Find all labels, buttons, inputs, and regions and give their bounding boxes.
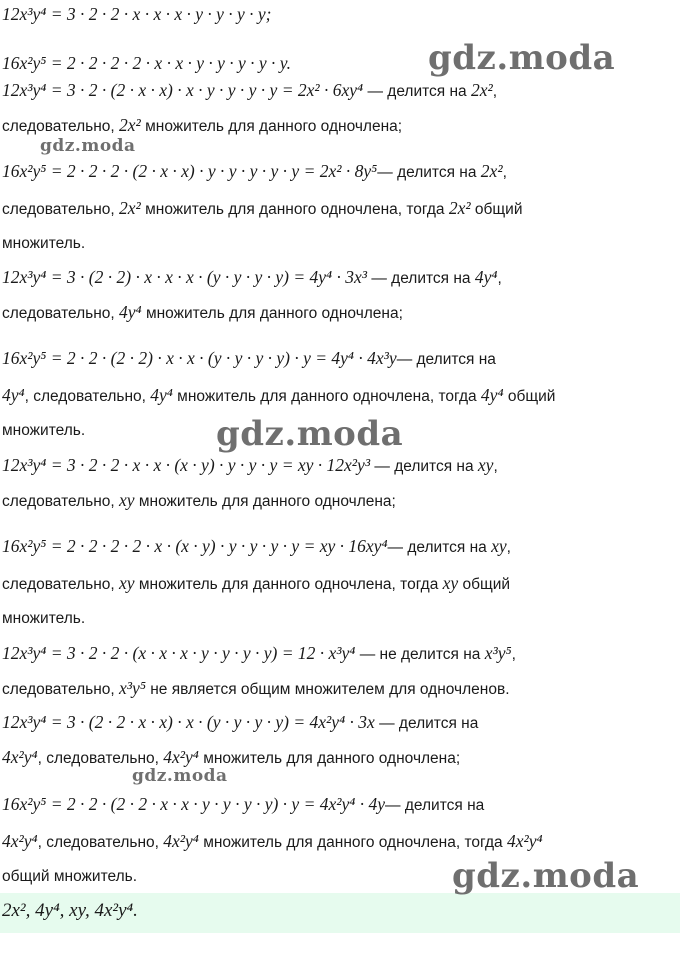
line-text: множитель для данного одночлена; [134, 493, 396, 510]
line-text: множитель для данного одночлена; [141, 305, 403, 322]
watermark: gdz.moda [216, 414, 404, 454]
math-expression: 4y⁴ [480, 385, 504, 405]
solution-line [2, 711, 478, 735]
solution-line [2, 608, 85, 630]
math-expression: 2x² [119, 198, 141, 218]
math-expression: xy [491, 536, 507, 556]
solution-line [2, 384, 555, 408]
line-text: следовательно, [2, 681, 120, 698]
math-expression: xy [119, 490, 135, 510]
line-text: , [511, 646, 516, 663]
math-expression: 4y⁴ [150, 385, 173, 405]
solution-line [2, 266, 502, 290]
solution-line [2, 79, 497, 103]
line-text: , следовательно, [24, 388, 151, 405]
math-expression: 16x²y⁵ = 2 · 2 · 2 · 2 · x · (x · y) · y · y · y · y = xy · 16xy⁴ [2, 536, 388, 556]
solution-line [2, 197, 523, 221]
watermark: gdz.moda [40, 136, 136, 156]
math-expression: 4x²y⁴ [163, 831, 199, 851]
math-expression: x³y⁵ [484, 643, 512, 663]
math-expression: 12x³y⁴ = 3 · 2 · (2 · x · x) · x · y · y · y · y = 2x² · 6xy⁴ [2, 80, 364, 100]
solution-line [2, 830, 543, 854]
line-text: — делится на [387, 539, 492, 556]
math-expression: xy [442, 573, 459, 593]
solution-line [2, 52, 291, 76]
line-text: — делится на [370, 458, 478, 475]
line-text: множитель. [2, 610, 86, 627]
math-expression: 16x²y⁵ = 2 · 2 · (2 · 2 · x · x · y · y · y · y) · y = 4x²y⁴ · 4y [2, 794, 386, 814]
line-text: множитель для данного одночлена, тогда [140, 201, 449, 218]
math-expression: 4y⁴ [474, 267, 498, 287]
line-text: не является общим множителем для одночленов. [145, 681, 510, 698]
answer-text: 2x², 4y⁴, xy, 4x²y⁴. [2, 900, 138, 921]
solution-line [2, 793, 484, 817]
solution-line [2, 489, 396, 513]
line-text: , [497, 270, 502, 287]
line-text: , [502, 164, 507, 181]
watermark: gdz.moda [428, 38, 616, 78]
math-expression: xy [119, 573, 135, 593]
math-expression: 12x³y⁴ = 3 · 2 · 2 · x · x · x · y · y · y · y; [2, 4, 272, 24]
line-text: — делится на [363, 83, 471, 100]
line-text: множитель для данного одночлена, тогда [134, 576, 443, 593]
line-text: общий [458, 576, 511, 593]
solution-line [2, 114, 402, 138]
math-expression: 12x³y⁴ = 3 · (2 · 2 · x · x) · x · (y · y · y · y) = 4x²y⁴ · 3x [2, 712, 375, 732]
solution-line [2, 301, 403, 325]
line-text: следовательно, [2, 576, 120, 593]
solution-line [2, 160, 507, 184]
solution-line [2, 420, 85, 442]
answer-box [0, 893, 680, 933]
line-text: следовательно, [2, 118, 120, 135]
math-expression: 2x² [119, 115, 141, 135]
math-expression: xy [477, 455, 494, 475]
math-expression: 4y⁴ [119, 302, 142, 322]
math-expression: 12x³y⁴ = 3 · 2 · 2 · x · x · (x · y) · y · y · y = xy · 12x²y³ [2, 455, 371, 475]
math-expression: x³y⁵ [119, 678, 146, 698]
line-text: — делится на [385, 797, 485, 814]
line-text: , следовательно, [37, 834, 164, 851]
watermark: gdz.moda [452, 856, 640, 896]
solution-line [2, 3, 272, 27]
math-expression: 4x²y⁴ [506, 831, 543, 851]
line-text: множитель. [2, 235, 86, 252]
solution-line [2, 866, 137, 888]
math-expression: 4x²y⁴ [2, 747, 38, 767]
line-text: следовательно, [2, 201, 120, 218]
math-expression: 4y⁴ [2, 385, 25, 405]
solution-line [2, 535, 511, 559]
line-text: множитель для данного одночлена; [140, 118, 403, 135]
line-text: — делится на [396, 351, 496, 368]
math-expression: 16x²y⁵ = 2 · 2 · (2 · 2) · x · x · (y · y · y · y) · y = 4y⁴ · 4x³y [2, 348, 397, 368]
line-text: общий [470, 201, 523, 218]
line-text: множитель для данного одночлена, тогда [172, 388, 481, 405]
line-text: множитель для данного одночлена, тогда [198, 834, 507, 851]
math-expression: 2x² [480, 161, 503, 181]
math-expression: 4x²y⁴ [2, 831, 38, 851]
math-expression: 12x³y⁴ = 3 · 2 · 2 · (x · x · x · y · y · y · y) = 12 · x³y⁴ [2, 643, 356, 663]
line-text: общий множитель. [2, 868, 138, 885]
math-expression: 4x²y⁴ [163, 747, 199, 767]
line-text: множитель. [2, 422, 86, 439]
line-text: следовательно, [2, 305, 120, 322]
line-text: — делится на [367, 270, 475, 287]
line-text: следовательно, [2, 493, 120, 510]
solution-line [2, 233, 85, 255]
math-expression: 12x³y⁴ = 3 · (2 · 2) · x · x · x · (y · y · y · y) = 4y⁴ · 3x³ [2, 267, 368, 287]
watermark: gdz.moda [132, 766, 228, 786]
line-text: — делится на [377, 164, 481, 181]
solution-line [2, 347, 496, 371]
solution-line [2, 572, 510, 596]
line-text: множитель для данного одночлена; [198, 750, 461, 767]
math-expression: 2x² [448, 198, 471, 218]
solution-line [2, 677, 510, 701]
line-text: , [506, 539, 511, 556]
line-text: , [492, 83, 498, 100]
line-text: , [493, 458, 498, 475]
solution-line [2, 454, 498, 478]
math-expression: 2x² [470, 80, 493, 100]
line-text: — не делится на [355, 646, 485, 663]
math-expression: 16x²y⁵ = 2 · 2 · 2 · (2 · x · x) · y · y · y · y · y = 2x² · 8y⁵ [2, 161, 378, 181]
line-text: общий [503, 388, 556, 405]
line-text: — делится на [374, 715, 479, 732]
solution-line [2, 642, 516, 666]
line-text: , следовательно, [37, 750, 164, 767]
solution-line [2, 746, 460, 770]
math-expression: 16x²y⁵ = 2 · 2 · 2 · 2 · x · x · y · y · y · y · y. [2, 53, 291, 73]
